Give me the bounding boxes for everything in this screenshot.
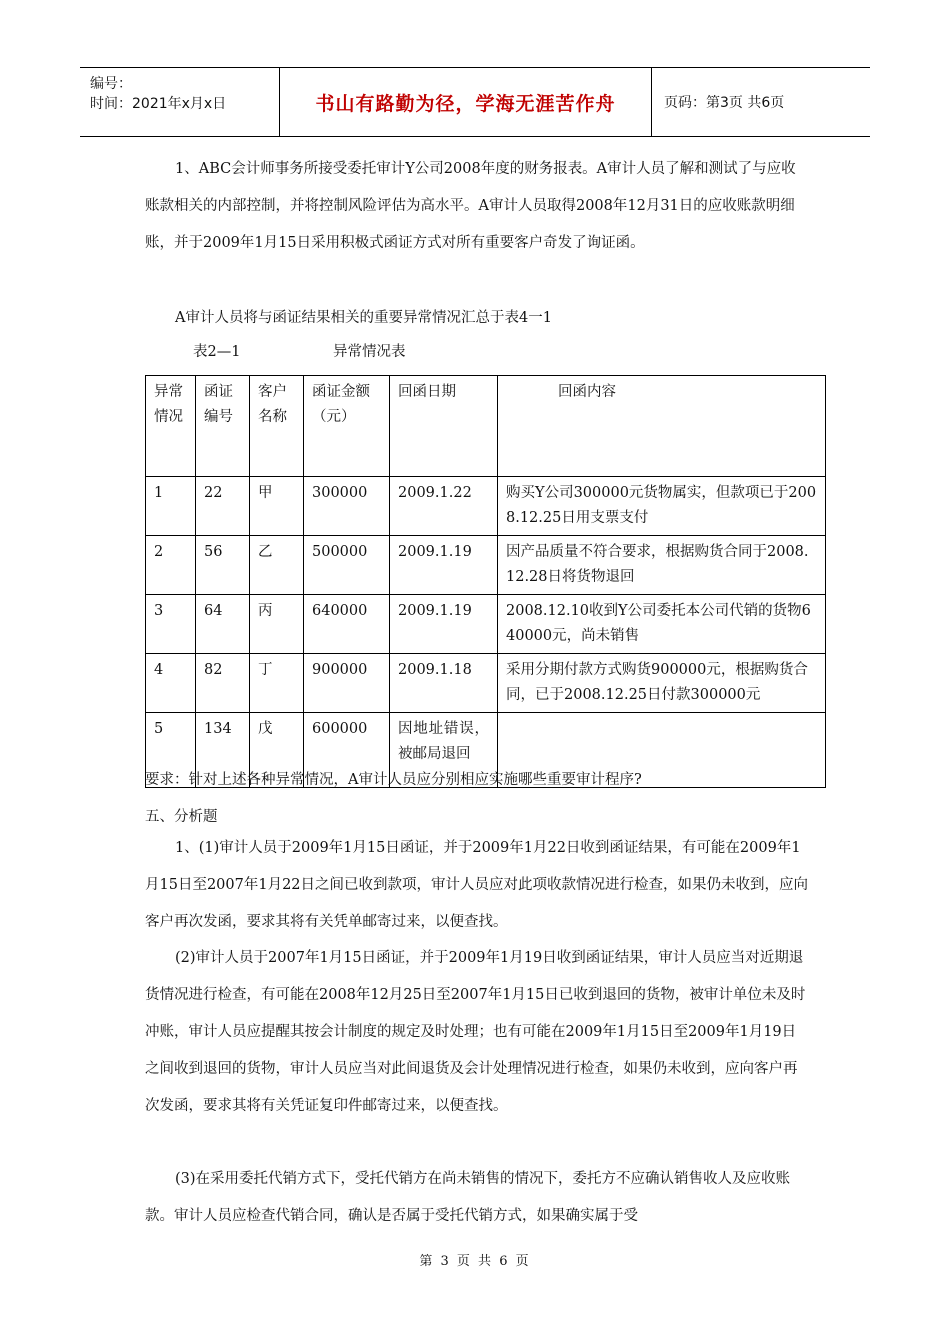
document-header <box>80 67 870 137</box>
table-cell: 64 <box>196 595 250 654</box>
page-footer: 第 3 页 共 6 页 <box>419 1254 531 1269</box>
table-cell: 2009.1.19 <box>390 595 498 654</box>
table-cell: 因产品质量不符合要求，根据购货合同于2008.12.28日将货物退回 <box>498 536 826 595</box>
table-cell: 640000 <box>304 595 390 654</box>
table-cell: 82 <box>196 654 250 713</box>
table-row <box>146 654 826 713</box>
table-cell: 2009.1.18 <box>390 654 498 713</box>
time-label: 时间：2021年x月x日 <box>90 96 227 112</box>
header-cell: 回函日期 <box>390 376 498 477</box>
answer-3: (3)在采用委托代销方式下，受托代销方在尚未销售的情况下，委托方不应确认销售收人及应收账款。审计人员应检查代销合同，确认是否属于受托代销方式，如果确实属于受 <box>145 1171 791 1224</box>
table-cell: 甲 <box>250 477 304 536</box>
header-cell: 客户名称 <box>250 376 304 477</box>
table-cell: 3 <box>146 595 196 654</box>
table-cell: 900000 <box>304 654 390 713</box>
table-cell: 丁 <box>250 654 304 713</box>
table-cell: 因地址错误，被邮局退回 <box>390 713 498 788</box>
answer-2: (2)审计人员于2007年1月15日函证，并于2009年1月19日收到函证结果，审计人员应当对近期退货情况进行检查，有可能在2008年12月25日至2007年1月15日已收到退回的货物，被审计单位未及时冲账，审计人员应提醒其按会计制度的规定及时处理；也有可能在2009年1月15日至2009年1月19日之间收到退回的货物，审计人员应当对此间退货及会计处理情况进行检查，如果仍未收到，应向客户再次发函，要求其将有关凭证复印件邮寄过来，以便查找。 <box>145 950 806 1114</box>
header-meta <box>80 68 280 136</box>
table-cell: 1 <box>146 477 196 536</box>
table-cell: 600000 <box>304 713 390 788</box>
header-cell: 回函内容 <box>498 376 826 477</box>
table-cell: 丙 <box>250 595 304 654</box>
table-cell: 22 <box>196 477 250 536</box>
table-header-row <box>146 376 826 477</box>
table-row <box>146 477 826 536</box>
intro-paragraph-1: 1、ABC会计师事务所接受委托审计Y公司2008年度的财务报表。A审计人员了解和测试了与应收账款相关的内部控制，并将控制风险评估为高水平。A审计人员取得2008年12月31日的应收账款明细账，并于2009年1月15日采用积极式函证方式对所有重要客户奇发了询证函。 <box>145 161 796 251</box>
header-motto: 书山有路勤为径，学海无涯苦作舟 <box>280 68 652 136</box>
table-cell: 134 <box>196 713 250 788</box>
table-cell: 2008.12.10收到Y公司委托本公司代销的货物640000元，尚未销售 <box>498 595 826 654</box>
table-cell: 2009.1.22 <box>390 477 498 536</box>
table-cell: 乙 <box>250 536 304 595</box>
table-caption-number: 表2—1 <box>193 344 241 360</box>
header-cell: 函证金额（元） <box>304 376 390 477</box>
table-cell: 戊 <box>250 713 304 788</box>
table-cell: 500000 <box>304 536 390 595</box>
number-label: 编号： <box>90 76 132 92</box>
header-cell: 函证编号 <box>196 376 250 477</box>
table-caption-title: 异常情况表 <box>333 344 406 360</box>
table-cell: 5 <box>146 713 196 788</box>
answer-1: 1、(1)审计人员于2009年1月15日函证，并于2009年1月22日收到函证结果，有可能在2009年1月15日至2007年1月22日之间已收到款项，审计人员应对此项收款情况进行检查，如果仍未收到，应向客户再次发函，要求其将有关凭单邮寄过来，以便查找。 <box>145 840 809 930</box>
abnormal-situation-table <box>145 375 826 788</box>
header-cell: 异常情况 <box>146 376 196 477</box>
header-page-label: 页码：第3页 共6页 <box>664 95 785 111</box>
table-cell: 采用分期付款方式购货900000元，根据购货合同，已于2008.12.25日付款300000元 <box>498 654 826 713</box>
intro-paragraph-2: A审计人员将与函证结果相关的重要异常情况汇总于表4一1 <box>175 310 552 326</box>
table-cell: 购买Y公司300000元货物属实，但款项已于2008.12.25日用支票支付 <box>498 477 826 536</box>
table-cell: 2 <box>146 536 196 595</box>
table-row <box>146 536 826 595</box>
table-cell: 4 <box>146 654 196 713</box>
requirement-text: 要求：针对上述各种异常情况，A审计人员应分别相应实施哪些重要审计程序? <box>145 772 642 788</box>
table-cell: 300000 <box>304 477 390 536</box>
table-cell: 56 <box>196 536 250 595</box>
table-row <box>146 595 826 654</box>
table-cell: 2009.1.19 <box>390 536 498 595</box>
section-title: 五、分析题 <box>145 809 218 825</box>
